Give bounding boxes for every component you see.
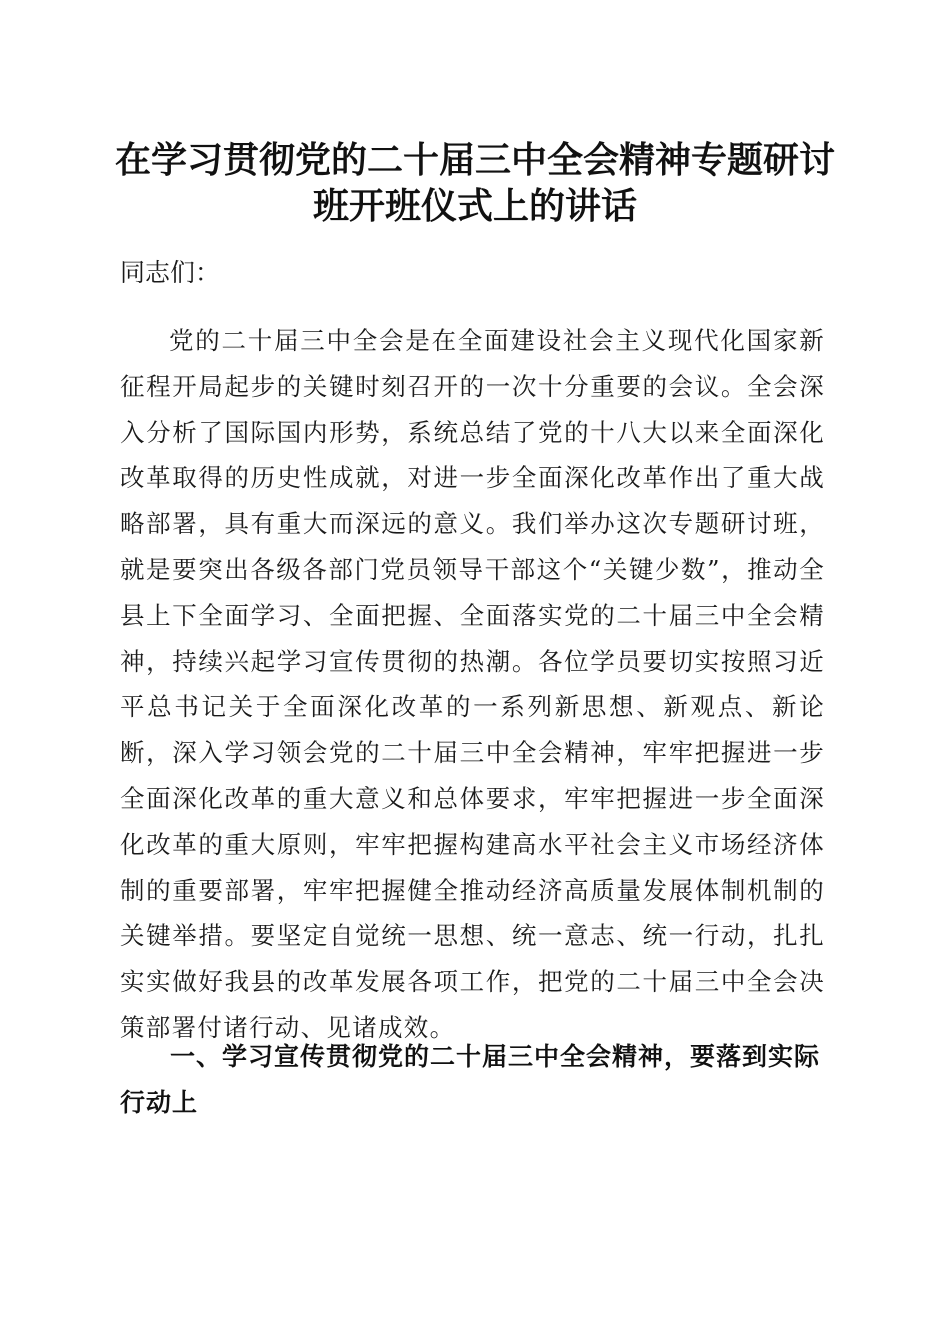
section-heading-1: 一、学习宣传贯彻党的二十届三中全会精神，要落到实际行动上 bbox=[120, 1042, 821, 1117]
salutation: 同志们： bbox=[120, 258, 221, 287]
document-title-line-2: 班开班仪式上的讲话 bbox=[312, 185, 637, 227]
body-paragraph: 党的二十届三中全会是在全面建设社会主义现代化国家新征程开局起步的关键时刻召开的一次十分重要的会议。全会深入分析了国际国内形势，系统总结了党的十八大以来全面深化改革取得的历史性成就，对进一步全面深化改革作出了重大战略部署，具有重大而深远的意义。我们举办这次专题研讨班，就是要突出各级各部门党员领导干部这个“关键少数”，推动全县上下全面学习、全面把握、全面落实党的二十届三中全会精神，持续兴起学习宣传贯彻的热潮。各位学员要切实按照习近平总书记关于全面深化改革的一系列新思想、新观点、新论断，深入学习领会党的二十届三中全会精神，牢牢把握进一步全面深化改革的重大意义和总体要求，牢牢把握进一步全面深化改革的重大原则，牢牢把握构建高水平社会主义市场经济体制的重要部署，牢牢把握健全推动经济高质量发展体制机制的关键举措。要坚定自觉统一思想、统一意志、统一行动，扎扎实实做好我县的改革发展各项工作，把党的二十届三中全会决策部署付诸行动、见诸成效。 bbox=[120, 326, 825, 1042]
document-title-line-1: 在学习贯彻党的二十届三中全会精神专题研讨 bbox=[114, 139, 835, 181]
